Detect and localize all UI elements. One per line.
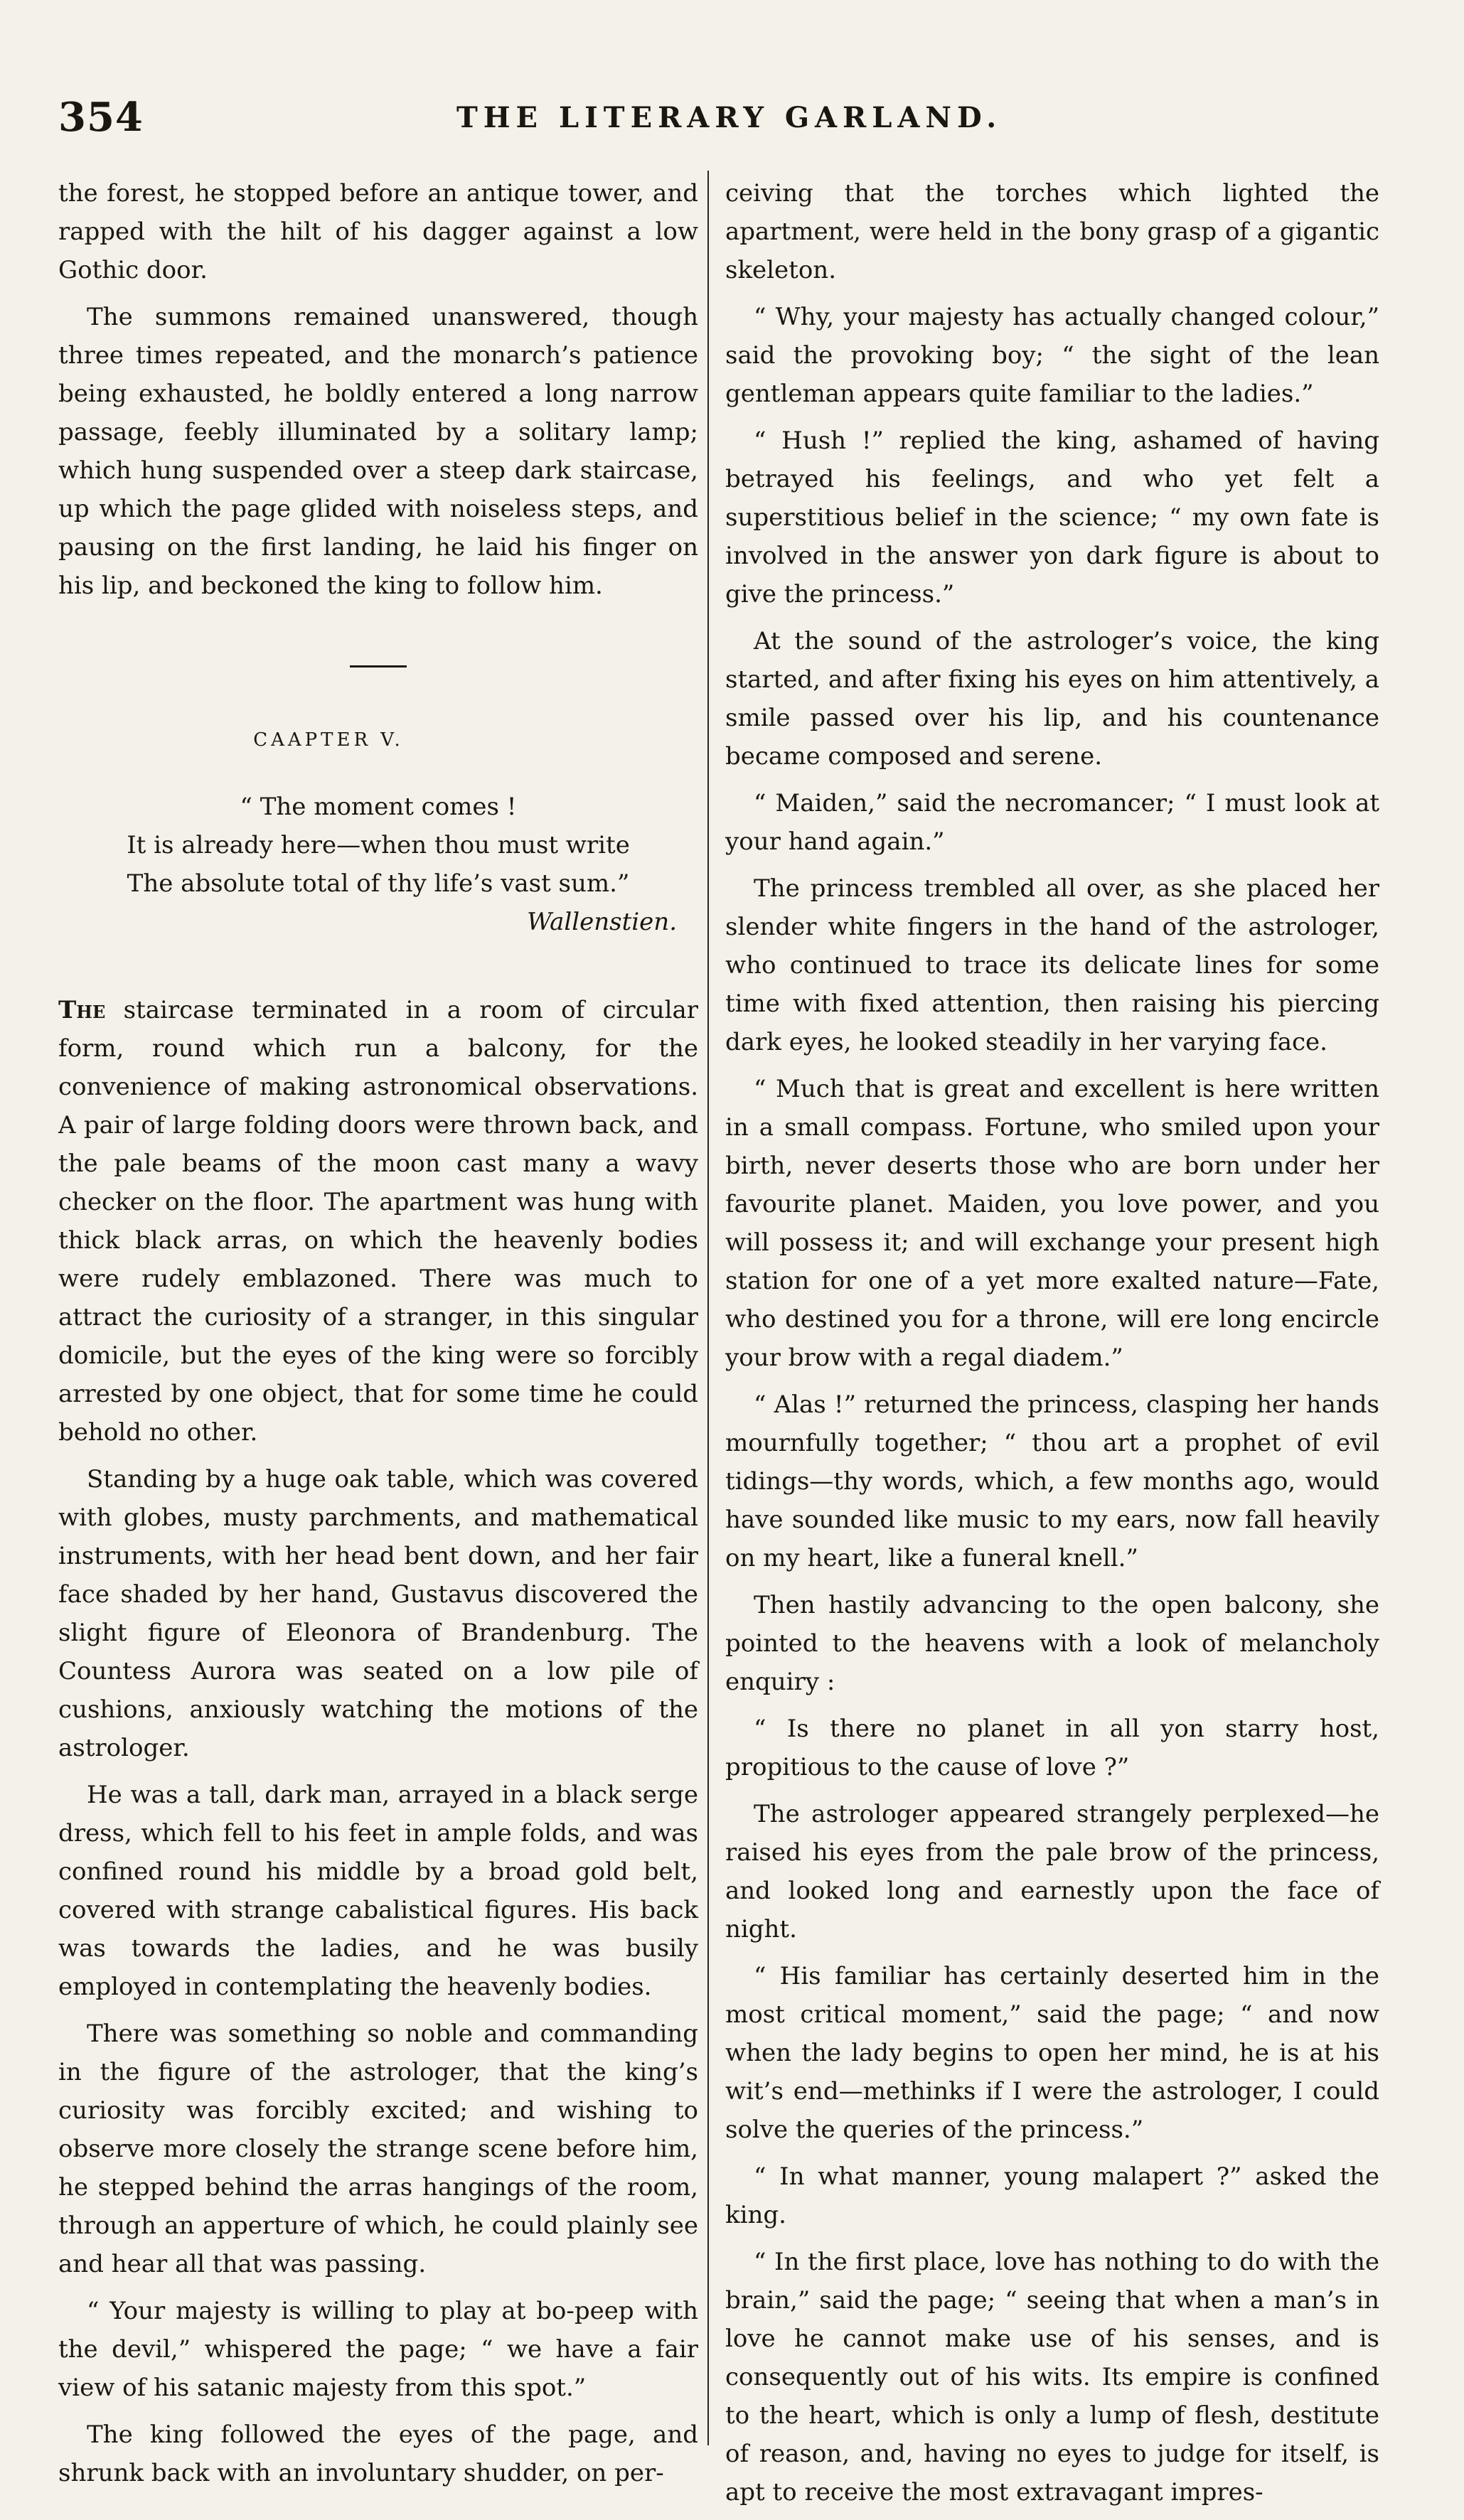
paragraph: The summons remained unanswered, though three times repeated, and the monarch’s patience being exhausted, he boldly entered a long narrow passage, feebly illuminated by a solitary lamp; which hung suspended over a steep dark staircase, up which the page glided with noiseless steps, and pausing on the first landing, he laid his finger on his lip, and beckoned the king to follow him. (58, 303, 698, 600)
journal-title: THE LITERARY GARLAND. (456, 101, 1003, 134)
paragraph: He was a tall, dark man, arrayed in a black serge dress, which fell to his feet in ample folds, and was confined round his middle by a broad gold belt, covered with strange cabalistical figures. His back was towards the ladies, and he was busily employed in contemplating the heavenly bodies. (58, 1781, 698, 2001)
epigraph (58, 788, 698, 903)
running-head (58, 94, 1381, 151)
paragraph: There was something so noble and commanding in the figure of the astrologer, that the king’s curiosity was forcibly excited; and wishing to observe more closely the strange scene before him, he stepped behind the arras hangings of the room, through an apperture of which, he could plainly see and hear all that was passing. (58, 2020, 698, 2278)
paragraph: The king followed the eyes of the page, and shrunk back with an involuntary shudder, on per- (58, 2420, 698, 2487)
opening-text: staircase terminated in a room of circular form, round which run a balcony, for the convenience of making astronomical observations. A pair of large folding doors were thrown back, and the pale beams of the moon cast many a wavy checker on the floor. The apartment was hung with thick black arras, on which the heavenly bodies were rudely emblazoned. There was much to attract the curiosity of a stranger, in this singular domicile, but the eyes of the king were so forcibly arrested by one object, that for some time he could behold no other. (58, 996, 698, 1447)
epigraph-line: “ The moment comes ! (240, 793, 517, 821)
chapter-heading: CAAPTER V. (253, 729, 404, 751)
left-column (58, 174, 698, 2501)
paragraph: “ In what manner, young malapert ?” asked the king. (725, 2162, 1379, 2229)
epigraph-line: It is already here—when thou must write (127, 831, 630, 859)
paragraph: The astrologer appeared strangely perplexed—he raised his eyes from the pale brow of the princess, and looked long and earnestly upon the face of night. (725, 1800, 1379, 1943)
epigraph-attribution: Wallenstien. (527, 908, 677, 936)
epigraph-line: The absolute total of thy life’s vast sum.” (127, 869, 630, 898)
paragraph: Then hastily advancing to the open balcony, she pointed to the heavens with a look of melancholy enquiry : (725, 1591, 1379, 1696)
chapter-opening-paragraph (58, 991, 698, 1452)
paragraph: “ Much that is great and excellent is here written in a small compass. Fortune, who smiled upon your birth, never deserts those who are born under her favourite planet. Maiden, you love power, and you will possess it; and will exchange your present high station for one of a yet more exalted nature—Fate, who destined you for a throne, will ere long encircle your brow with a regal diadem.” (725, 1075, 1379, 1372)
paragraph: “ Hush !” replied the king, ashamed of having betrayed his feelings, and who yet felt a superstitious belief in the science; “ my own fate is involved in the answer yon dark figure is about to give the princess.” (725, 427, 1379, 608)
paragraph: At the sound of the astrologer’s voice, the king started, and after fixing his eyes on him attentively, a smile passed over his lip, and his countenance became composed and serene. (725, 627, 1379, 771)
paragraph: “ Maiden,” said the necromancer; “ I must look at your hand again.” (725, 789, 1379, 856)
paragraph: the forest, he stopped before an antique tower, and rapped with the hilt of his dagger against a low Gothic door. (58, 179, 698, 284)
section-divider (350, 665, 407, 667)
paragraph: Standing by a huge oak table, which was covered with globes, musty parchments, and mathematical instruments, with her head bent down, and her fair face shaded by her hand, Gustavus discovered the slight figure of Eleonora of Brandenburg. The Countess Aurora was seated on a low pile of cushions, anxiously watching the motions of the astrologer. (58, 1465, 698, 1762)
right-column (725, 174, 1379, 2520)
paragraph: “ Is there no planet in all yon starry host, propitious to the cause of love ?” (725, 1715, 1379, 1781)
column-divider (707, 171, 709, 2445)
paragraph: “ In the first place, love has nothing to do with the brain,” said the page; “ seeing that when a man’s in love he cannot make use of his senses, and is consequently out of his wits. Its empire is confined to the heart, which is only a lump of flesh, destitute of reason, and, having no eyes to judge for itself, is apt to receive the most extravagant impres- (725, 2248, 1379, 2506)
paragraph: ceiving that the torches which lighted the apartment, were held in the bony grasp of a gigantic skeleton. (725, 179, 1379, 284)
paragraph: “ Alas !” returned the princess, clasping her hands mournfully together; “ thou art a prophet of evil tidings—thy words, which, a few months ago, would have sounded like music to my ears, now fall heavily on my heart, like a funeral knell.” (725, 1390, 1379, 1572)
page-number: 354 (58, 94, 144, 141)
paragraph: “ Your majesty is willing to play at bo-peep with the devil,” whispered the page; “ we have a fair view of his satanic majesty from this spot.” (58, 2297, 698, 2402)
paragraph: “ His familiar has certainly deserted him in the most critical moment,” said the page; “ and now when the lady begins to open her mind, he is at his wit’s end—methinks if I were the astrologer, I could solve the queries of the princess.” (725, 1962, 1379, 2144)
opening-word: The (58, 996, 106, 1024)
paragraph: “ Why, your majesty has actually changed colour,” said the provoking boy; “ the sight of the lean gentleman appears quite familiar to the ladies.” (725, 303, 1379, 408)
paragraph: The princess trembled all over, as she placed her slender white fingers in the hand of the astrologer, who continued to trace its delicate lines for some time with fixed attention, then raising his piercing dark eyes, he looked steadily in her varying face. (725, 874, 1379, 1056)
